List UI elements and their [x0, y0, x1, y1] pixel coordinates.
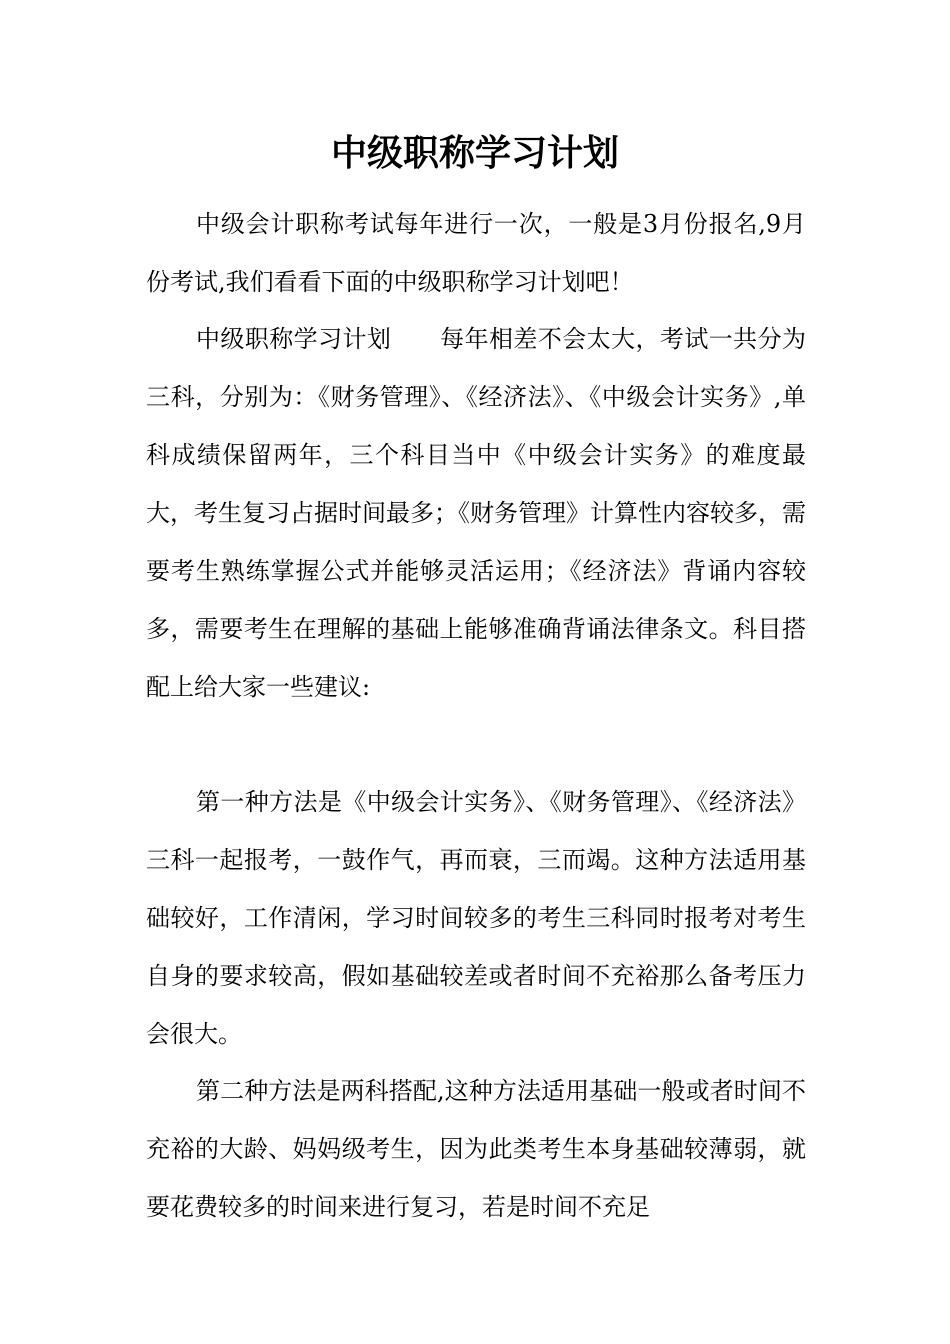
- paragraph-method-two: 第二种方法是两科搭配,这种方法适用基础一般或者时间不充裕的大龄、妈妈级考生，因为此类考生本身基础较薄弱，就要花费较多的时间来进行复习，若是时间不充足: [146, 1077, 806, 1221]
- paragraph-subjects: 中级职称学习计划 每年相差不会太大，考试一共分为三科，分别为：《财务管理》、《经济法》、《中级会计实务》,单科成绩保留两年，三个科目当中《中级会计实务》的难度最大，考生复习占据时间最多；《财务管理》计算性内容较多，需要考生熟练掌握公式并能够灵活运用；《经济法》背诵内容较多，需要考生在理解的基础上能够准确背诵法律条文。科目搭配上给大家一些建议:: [146, 325, 806, 701]
- paragraph-intro: 中级会计职称考试每年进行一次，一般是3月份报名,9月份考试,我们看看下面的中级职称学习计划吧！: [146, 210, 806, 296]
- document-title: 中级职称学习计划: [330, 132, 619, 174]
- paragraph-method-one: 第一种方法是《中级会计实务》、《财务管理》、《经济法》三科一起报考，一鼓作气，再而衰，三而竭。这种方法适用基础较好，工作清闲，学习时间较多的考生三科同时报考对考生自身的要求较高，假如基础较差或者时间不充裕那么备考压力会很大。: [146, 788, 806, 1048]
